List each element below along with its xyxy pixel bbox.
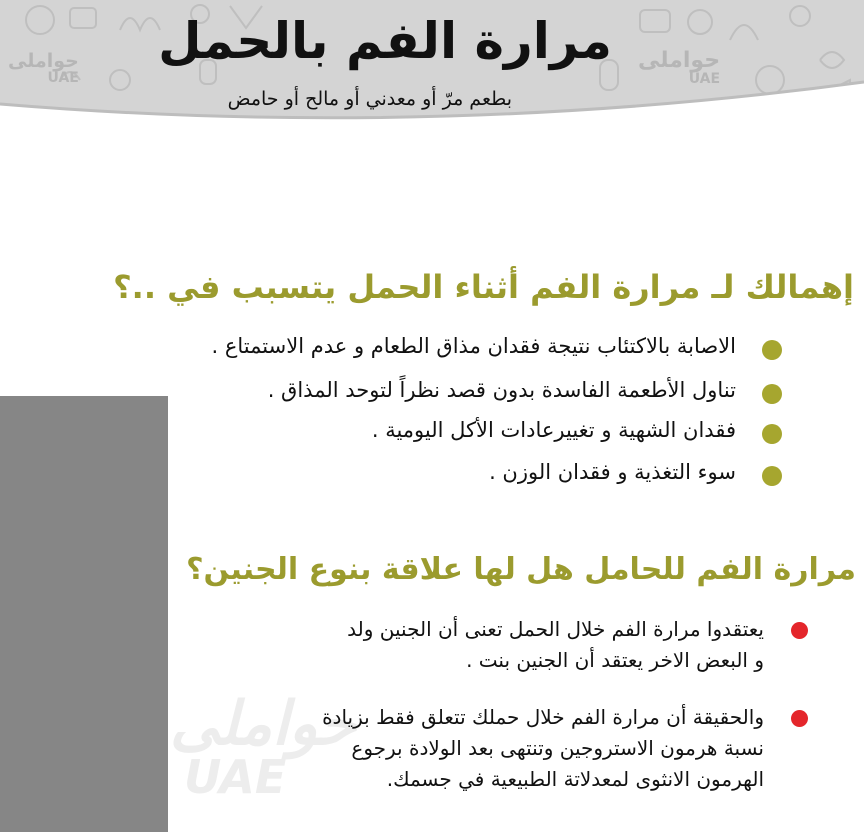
- list-item: [322, 702, 808, 795]
- section1-heading: إهمالك لـ مرارة الفم أثناء الحمل يتسبب في ..؟: [113, 268, 854, 306]
- brand-logo-text: حواملى: [8, 50, 79, 72]
- list-item-line: و البعض الاخر يعتقد أن الجنين بنت .: [466, 648, 764, 672]
- list-item-line: نسبة هرمون الاستروجين وتنتهى بعد الولادة برجوع: [351, 736, 764, 760]
- red-bullet-icon: [791, 710, 808, 727]
- green-bullet-icon: [762, 384, 782, 404]
- brand-logo-region: UAE: [47, 70, 79, 86]
- list-item-line: والحقيقة أن مرارة الفم خلال حملك تتعلق فقط بزيادة: [322, 705, 764, 729]
- beliefs-list: [108, 614, 808, 814]
- red-bullet-icon: [791, 622, 808, 639]
- green-bullet-icon: [762, 340, 782, 360]
- brand-logo-text: حواملى: [170, 689, 357, 759]
- green-bullet-icon: [762, 466, 782, 486]
- green-bullet-icon: [762, 424, 782, 444]
- list-item: [372, 418, 782, 442]
- list-item-text: تناول الأطعمة الفاسدة بدون قصد نظراً لتوحد المذاق .: [267, 378, 736, 402]
- list-item-text: فقدان الشهية و تغييرعادات الأكل اليومية .: [371, 418, 736, 442]
- brand-logo-region: UAE: [688, 71, 721, 87]
- brand-logo-left: [8, 52, 79, 85]
- brand-logo-text: حواملى: [638, 48, 721, 73]
- list-item-line: يعتقدوا مرارة الفم خلال الحمل تعنى أن الجنين ولد: [347, 617, 764, 641]
- brand-logo-right: [638, 50, 720, 86]
- list-item: [347, 614, 808, 676]
- list-item-line: الهرمون الانثوى لمعدلاتة الطبيعية في جسمك.: [386, 767, 764, 791]
- consequences-list: [82, 334, 782, 494]
- list-item: [489, 460, 782, 484]
- list-item-text: سوء التغذية و فقدان الوزن .: [489, 460, 736, 484]
- section2-heading: مرارة الفم للحامل هل لها علاقة بنوع الجنين؟: [186, 552, 856, 587]
- brand-logo-region: UAE: [184, 750, 287, 804]
- list-item: [268, 378, 782, 402]
- header-banner: [0, 0, 864, 135]
- page-subtitle: بطعم مرّ أو معدني أو مالح أو حامض: [227, 88, 512, 110]
- list-item: [212, 334, 782, 358]
- page-title: مرارة الفم بالحمل: [158, 12, 612, 70]
- list-item-text: الاصابة بالاكتئاب نتيجة فقدان مذاق الطعام و عدم الاستمتاع .: [211, 334, 736, 358]
